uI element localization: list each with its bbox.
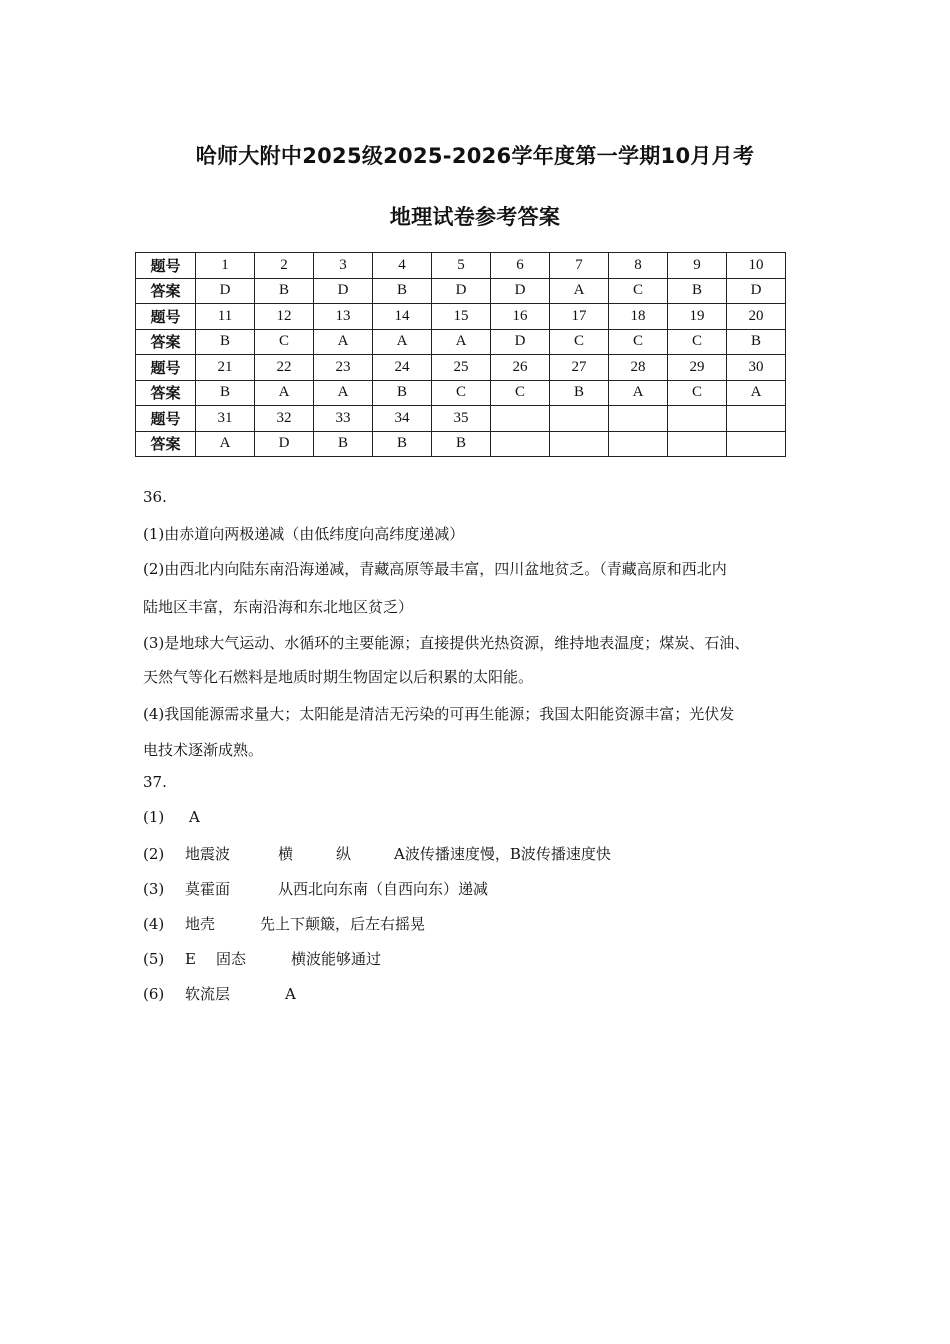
- answer-row: [136, 380, 786, 406]
- q37-answer: 横: [278, 845, 294, 863]
- answer-cell: A: [550, 278, 609, 304]
- answer-label: 答案: [136, 278, 196, 304]
- q37-row-3: [143, 878, 488, 899]
- answer-cell: D: [196, 278, 255, 304]
- question-number-cell: 2: [255, 253, 314, 279]
- q37-answer: 固态: [216, 950, 247, 968]
- q37-row-2: [143, 843, 611, 864]
- answer-cell: B: [373, 380, 432, 406]
- question-number-cell: 28: [609, 355, 668, 381]
- answer-row: [136, 329, 786, 355]
- q37-row-5: [143, 948, 381, 969]
- q37-num: (3): [143, 880, 165, 898]
- answer-cell: B: [373, 278, 432, 304]
- answer-cell: [727, 431, 786, 457]
- q37-num: (6): [143, 985, 165, 1003]
- q37-answer: 横波能够通过: [291, 950, 382, 968]
- answer-label: 答案: [136, 431, 196, 457]
- q37-answer: E: [185, 950, 196, 968]
- answer-label: 答案: [136, 329, 196, 355]
- question-number-row: [136, 355, 786, 381]
- question-number-cell: 1: [196, 253, 255, 279]
- q37-row-4: [143, 913, 425, 934]
- question-number-row: [136, 253, 786, 279]
- question-number-cell: 21: [196, 355, 255, 381]
- question-number-cell: [609, 406, 668, 432]
- question-number-label: 题号: [136, 304, 196, 330]
- question-number-cell: 19: [668, 304, 727, 330]
- answer-cell: A: [373, 329, 432, 355]
- answer-cell: C: [668, 329, 727, 355]
- question-number-cell: 7: [550, 253, 609, 279]
- answer-cell: [609, 431, 668, 457]
- answer-table: [135, 252, 786, 457]
- question-number-cell: 30: [727, 355, 786, 381]
- question-number-label: 题号: [136, 355, 196, 381]
- answer-cell: C: [491, 380, 550, 406]
- question-number-cell: 5: [432, 253, 491, 279]
- question-number-cell: 15: [432, 304, 491, 330]
- answer-row: [136, 431, 786, 457]
- question-number-cell: 12: [255, 304, 314, 330]
- answer-cell: A: [314, 329, 373, 355]
- q37-row-1: [143, 808, 200, 826]
- question-number-cell: 6: [491, 253, 550, 279]
- answer-cell: A: [727, 380, 786, 406]
- question-number-label: 题号: [136, 406, 196, 432]
- q36-answer-3b: 天然气等化石燃料是地质时期生物固定以后积累的太阳能。: [143, 668, 534, 686]
- q36-answer-4a: (4)我国能源需求量大；太阳能是清洁无污染的可再生能源；我国太阳能资源丰富；光伏发: [143, 705, 735, 723]
- question-number-cell: 25: [432, 355, 491, 381]
- question-number-cell: 33: [314, 406, 373, 432]
- question-number-cell: 24: [373, 355, 432, 381]
- answer-cell: C: [255, 329, 314, 355]
- answer-cell: D: [255, 431, 314, 457]
- q37-answer: 软流层: [185, 985, 231, 1003]
- question-number-cell: 16: [491, 304, 550, 330]
- question-number-cell: 32: [255, 406, 314, 432]
- answer-cell: B: [196, 380, 255, 406]
- answer-cell: C: [609, 329, 668, 355]
- q37-num: (1): [143, 808, 165, 826]
- answer-cell: D: [432, 278, 491, 304]
- q37-num: (2): [143, 845, 165, 863]
- answer-cell: B: [314, 431, 373, 457]
- answer-cell: B: [550, 380, 609, 406]
- q36-answer-4b: 电技术逐渐成熟。: [143, 741, 264, 759]
- answer-cell: [491, 431, 550, 457]
- q37-answer: 从西北向东南（自西向东）递减: [278, 880, 489, 898]
- answer-label: 答案: [136, 380, 196, 406]
- q36-answer-2b: 陆地区丰富，东南沿海和东北地区贫乏）: [143, 598, 414, 616]
- q37-answer: 地震波: [185, 845, 231, 863]
- answer-cell: B: [432, 431, 491, 457]
- q37-answer: 莫霍面: [185, 880, 231, 898]
- answer-cell: B: [668, 278, 727, 304]
- q37-num: (4): [143, 915, 165, 933]
- question-number-cell: 10: [727, 253, 786, 279]
- answer-cell: C: [668, 380, 727, 406]
- question-number-cell: 11: [196, 304, 255, 330]
- answer-cell: [668, 431, 727, 457]
- question-number-label: 题号: [136, 253, 196, 279]
- answer-cell: A: [432, 329, 491, 355]
- page-title: 哈师大附中2025级2025-2026学年度第一学期10月月考: [195, 144, 755, 168]
- question-number-cell: [727, 406, 786, 432]
- question-number-cell: [668, 406, 727, 432]
- q37-answer: 纵: [336, 845, 352, 863]
- answer-cell: A: [609, 380, 668, 406]
- answer-cell: C: [609, 278, 668, 304]
- q37-answer: A: [189, 808, 200, 826]
- question-number-cell: 35: [432, 406, 491, 432]
- question-number-cell: 22: [255, 355, 314, 381]
- question-number-cell: 27: [550, 355, 609, 381]
- question-number-row: [136, 406, 786, 432]
- q37-answer: 地壳: [185, 915, 216, 933]
- question-number-cell: 26: [491, 355, 550, 381]
- question-number-cell: 8: [609, 253, 668, 279]
- answer-cell: B: [373, 431, 432, 457]
- answer-cell: D: [314, 278, 373, 304]
- question-number-cell: 31: [196, 406, 255, 432]
- question-number-cell: 18: [609, 304, 668, 330]
- question-number-cell: 14: [373, 304, 432, 330]
- q36-answer-2a: (2)由西北内向陆东南沿海递减，青藏高原等最丰富，四川盆地贫乏。（青藏高原和西北内: [143, 560, 727, 578]
- question-number-cell: 4: [373, 253, 432, 279]
- question-number-cell: 29: [668, 355, 727, 381]
- q36-answer-1: (1)由赤道向两极递减（由低纬度向高纬度递减）: [143, 525, 465, 543]
- question-number-cell: 17: [550, 304, 609, 330]
- answer-cell: A: [255, 380, 314, 406]
- q37-answer: A: [285, 985, 296, 1003]
- q36-label: 36.: [143, 488, 167, 506]
- page-subtitle: 地理试卷参考答案: [389, 205, 561, 229]
- answer-cell: C: [432, 380, 491, 406]
- answer-cell: B: [255, 278, 314, 304]
- question-number-cell: 13: [314, 304, 373, 330]
- question-number-cell: 9: [668, 253, 727, 279]
- q37-row-6: [143, 983, 296, 1004]
- question-number-row: [136, 304, 786, 330]
- question-number-cell: 3: [314, 253, 373, 279]
- answer-cell: B: [196, 329, 255, 355]
- answer-cell: A: [196, 431, 255, 457]
- answer-cell: C: [550, 329, 609, 355]
- question-number-cell: 34: [373, 406, 432, 432]
- q37-label: 37.: [143, 773, 167, 791]
- q37-num: (5): [143, 950, 165, 968]
- answer-cell: A: [314, 380, 373, 406]
- question-number-cell: [491, 406, 550, 432]
- question-number-cell: 23: [314, 355, 373, 381]
- q36-answer-3a: (3)是地球大气运动、水循环的主要能源；直接提供光热资源，维持地表温度；煤炭、石油、: [143, 634, 750, 652]
- q37-answer: 先上下颠簸，后左右摇晃: [260, 915, 426, 933]
- question-number-cell: 20: [727, 304, 786, 330]
- answer-cell: [550, 431, 609, 457]
- q37-answer: A波传播速度慢，B波传播速度快: [394, 845, 611, 863]
- question-number-cell: [550, 406, 609, 432]
- answer-cell: D: [491, 329, 550, 355]
- answer-cell: D: [491, 278, 550, 304]
- answer-cell: D: [727, 278, 786, 304]
- answer-cell: B: [727, 329, 786, 355]
- answer-row: [136, 278, 786, 304]
